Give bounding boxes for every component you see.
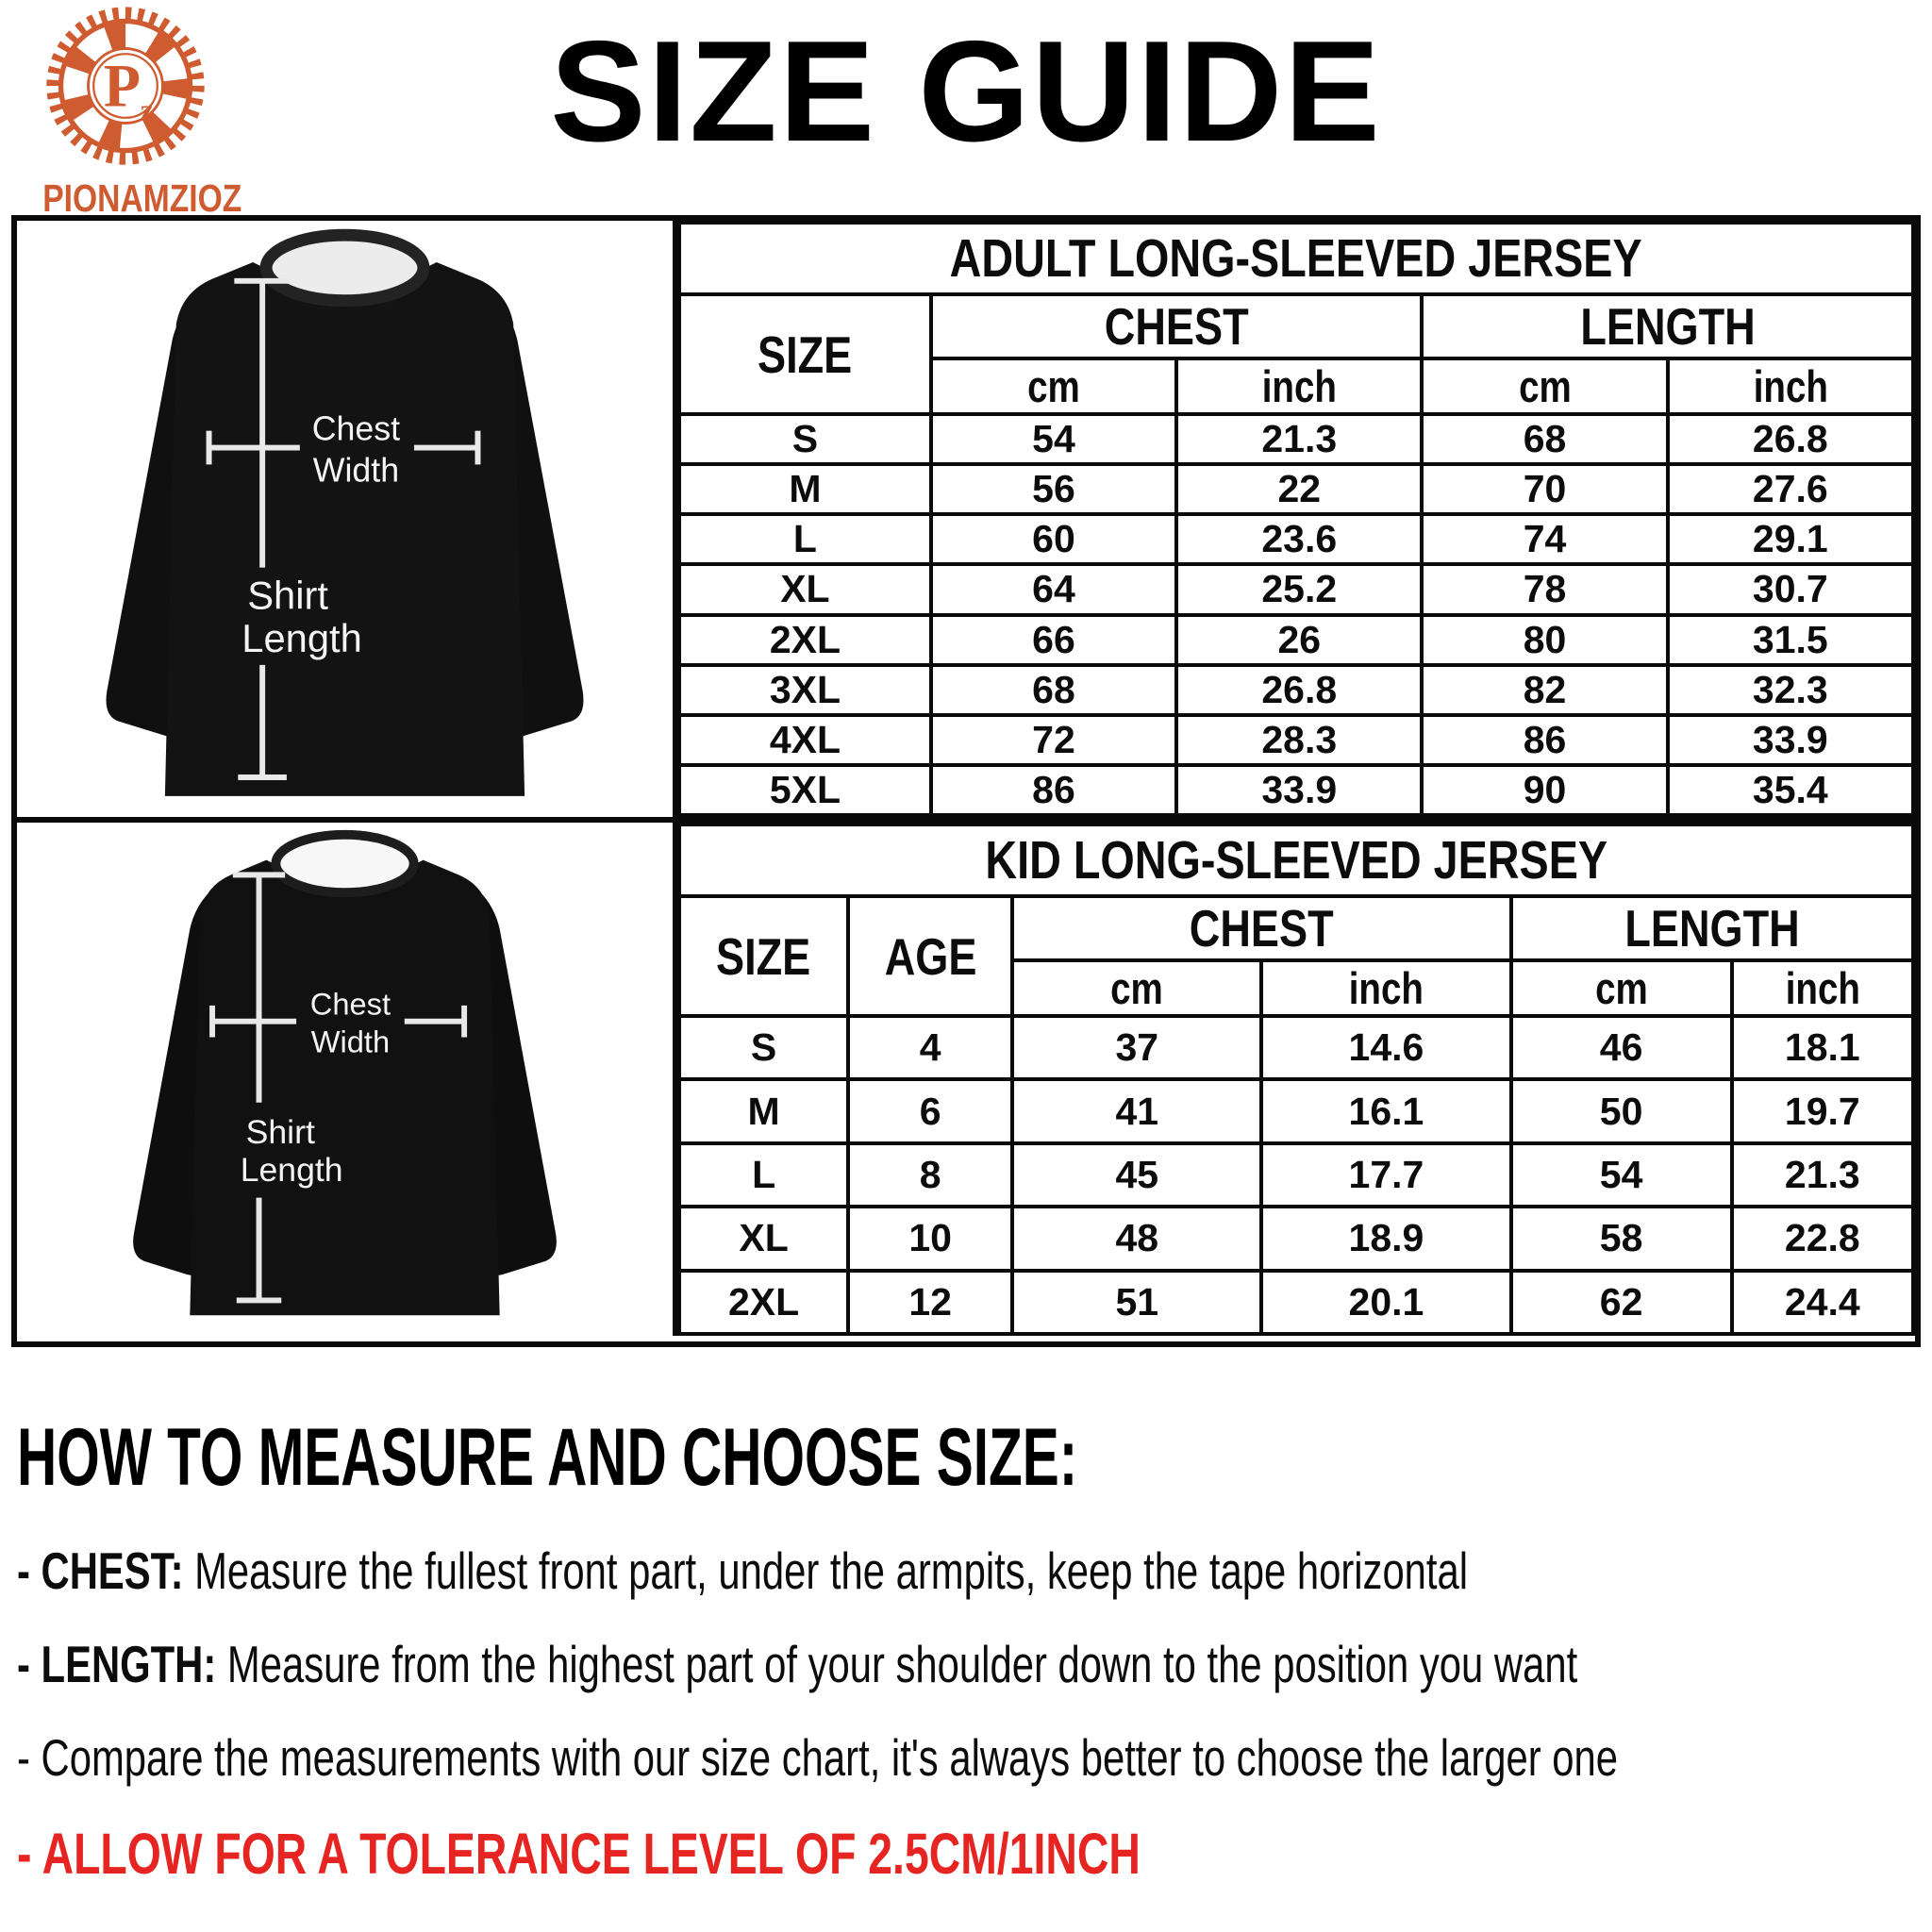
unit-header: cm bbox=[1012, 960, 1261, 1016]
value-cell: 86 bbox=[931, 765, 1176, 815]
value-cell: 51 bbox=[1012, 1271, 1261, 1334]
howto-heading: HOW TO MEASURE AND CHOOSE SIZE: bbox=[17, 1412, 1078, 1503]
value-cell: 30.7 bbox=[1668, 564, 1913, 614]
length-column-header: LENGTH bbox=[1511, 896, 1913, 960]
value-cell: 70 bbox=[1422, 464, 1667, 514]
age-cell: 6 bbox=[848, 1079, 1012, 1142]
size-cell: 2XL bbox=[679, 615, 931, 665]
size-cell: M bbox=[679, 464, 931, 514]
size-cell: S bbox=[679, 1016, 848, 1079]
value-cell: 16.1 bbox=[1261, 1079, 1510, 1142]
value-cell: 33.9 bbox=[1176, 765, 1422, 815]
adult-shirt-image bbox=[17, 221, 677, 817]
table-row bbox=[679, 464, 1913, 514]
value-cell: 56 bbox=[931, 464, 1176, 514]
value-cell: 54 bbox=[931, 414, 1176, 464]
size-cell: XL bbox=[679, 564, 931, 614]
value-cell: 78 bbox=[1422, 564, 1667, 614]
value-cell: 26.8 bbox=[1176, 665, 1422, 715]
value-cell: 18.9 bbox=[1261, 1207, 1510, 1270]
value-cell: 82 bbox=[1422, 665, 1667, 715]
value-cell: 27.6 bbox=[1668, 464, 1913, 514]
value-cell: 32.3 bbox=[1668, 665, 1913, 715]
kid-table-title: KID LONG-SLEEVED JERSEY bbox=[679, 824, 1913, 896]
table-row bbox=[679, 1271, 1913, 1334]
age-cell: 12 bbox=[848, 1271, 1012, 1334]
table-row bbox=[679, 665, 1913, 715]
value-cell: 31.5 bbox=[1668, 615, 1913, 665]
size-cell: S bbox=[679, 414, 931, 464]
value-cell: 19.7 bbox=[1732, 1079, 1913, 1142]
value-cell: 21.3 bbox=[1176, 414, 1422, 464]
unit-header: cm bbox=[931, 358, 1176, 414]
value-cell: 35.4 bbox=[1668, 765, 1913, 815]
value-cell: 66 bbox=[931, 615, 1176, 665]
howto-item-length: - LENGTH: Measure from the highest part of your shoulder down to the position you want bbox=[17, 1635, 1578, 1693]
table-row bbox=[679, 1016, 1913, 1079]
size-cell: XL bbox=[679, 1207, 848, 1270]
table-row bbox=[679, 715, 1913, 765]
value-cell: 50 bbox=[1511, 1079, 1732, 1142]
table-row bbox=[679, 615, 1913, 665]
unit-header: cm bbox=[1422, 358, 1667, 414]
howto-item-tolerance: - ALLOW FOR A TOLERANCE LEVEL OF 2.5CM/1INCH bbox=[17, 1822, 1141, 1886]
value-cell: 80 bbox=[1422, 615, 1667, 665]
value-cell: 22 bbox=[1176, 464, 1422, 514]
chest-width-label-2: Width bbox=[312, 451, 400, 490]
value-cell: 18.1 bbox=[1732, 1016, 1913, 1079]
size-chart-box bbox=[11, 215, 1921, 1347]
value-cell: 54 bbox=[1511, 1143, 1732, 1207]
howto-item-chest: - CHEST: Measure the fullest front part, under the armpits, keep the tape horizontal bbox=[17, 1541, 1469, 1600]
value-cell: 60 bbox=[931, 514, 1176, 564]
value-cell: 21.3 bbox=[1732, 1143, 1913, 1207]
value-cell: 86 bbox=[1422, 715, 1667, 765]
value-cell: 29.1 bbox=[1668, 514, 1913, 564]
value-cell: 17.7 bbox=[1261, 1143, 1510, 1207]
unit-header: inch bbox=[1176, 358, 1422, 414]
shirt-length-label-2: Length bbox=[242, 615, 362, 660]
shirt-length-label-1: Shirt bbox=[245, 1113, 315, 1152]
age-cell: 10 bbox=[848, 1207, 1012, 1270]
table-row bbox=[679, 765, 1913, 815]
logo-monogram-sub: z bbox=[141, 93, 154, 126]
value-cell: 62 bbox=[1511, 1271, 1732, 1334]
kid-size-table bbox=[677, 823, 1915, 1336]
age-cell: 8 bbox=[848, 1143, 1012, 1207]
chest-column-header: CHEST bbox=[1012, 896, 1510, 960]
value-cell: 90 bbox=[1422, 765, 1667, 815]
value-cell: 64 bbox=[931, 564, 1176, 614]
table-row bbox=[679, 1143, 1913, 1207]
kid-table-area bbox=[677, 823, 1915, 1336]
table-row bbox=[679, 564, 1913, 614]
table-row bbox=[679, 1079, 1913, 1142]
value-cell: 23.6 bbox=[1176, 514, 1422, 564]
length-column-header: LENGTH bbox=[1422, 294, 1913, 358]
adult-size-table bbox=[677, 221, 1915, 817]
chest-width-label-1: Chest bbox=[311, 409, 401, 448]
kid-jersey-illustration bbox=[17, 823, 673, 1336]
unit-header: cm bbox=[1511, 960, 1732, 1016]
value-cell: 45 bbox=[1012, 1143, 1261, 1207]
shirt-length-label-2: Length bbox=[240, 1150, 343, 1189]
adult-table-title: ADULT LONG-SLEEVED JERSEY bbox=[679, 223, 1913, 294]
size-cell: M bbox=[679, 1079, 848, 1142]
size-cell: L bbox=[679, 1143, 848, 1207]
value-cell: 14.6 bbox=[1261, 1016, 1510, 1079]
value-cell: 74 bbox=[1422, 514, 1667, 564]
value-cell: 68 bbox=[1422, 414, 1667, 464]
value-cell: 28.3 bbox=[1176, 715, 1422, 765]
unit-header: inch bbox=[1261, 960, 1510, 1016]
value-cell: 37 bbox=[1012, 1016, 1261, 1079]
value-cell: 48 bbox=[1012, 1207, 1261, 1270]
adult-table-area bbox=[677, 221, 1915, 817]
adult-jersey-illustration bbox=[17, 221, 673, 817]
size-cell: 2XL bbox=[679, 1271, 848, 1334]
table-row bbox=[679, 1207, 1913, 1270]
value-cell: 41 bbox=[1012, 1079, 1261, 1142]
size-cell: 5XL bbox=[679, 765, 931, 815]
size-cell: 4XL bbox=[679, 715, 931, 765]
size-column-header: SIZE bbox=[679, 896, 848, 1016]
value-cell: 46 bbox=[1511, 1016, 1732, 1079]
age-column-header: AGE bbox=[848, 896, 1012, 1016]
value-cell: 68 bbox=[931, 665, 1176, 715]
logo-monogram: P bbox=[103, 52, 142, 120]
unit-header: inch bbox=[1668, 358, 1913, 414]
value-cell: 25.2 bbox=[1176, 564, 1422, 614]
value-cell: 26.8 bbox=[1668, 414, 1913, 464]
value-cell: 72 bbox=[931, 715, 1176, 765]
size-column-header: SIZE bbox=[679, 294, 931, 414]
chest-width-label-1: Chest bbox=[309, 986, 391, 1022]
howto-section bbox=[17, 1411, 1917, 1920]
brand-name: PIONAMZIOZ bbox=[42, 176, 242, 220]
chest-width-label-2: Width bbox=[310, 1024, 391, 1059]
value-cell: 26 bbox=[1176, 615, 1422, 665]
table-row bbox=[679, 414, 1913, 464]
size-cell: 3XL bbox=[679, 665, 931, 715]
value-cell: 20.1 bbox=[1261, 1271, 1510, 1334]
age-cell: 4 bbox=[848, 1016, 1012, 1079]
kid-section bbox=[17, 817, 1915, 1336]
value-cell: 24.4 bbox=[1732, 1271, 1913, 1334]
page-title: SIZE GUIDE bbox=[550, 11, 1382, 172]
shirt-length-label-1: Shirt bbox=[247, 573, 328, 618]
value-cell: 58 bbox=[1511, 1207, 1732, 1270]
table-row bbox=[679, 514, 1913, 564]
adult-section bbox=[17, 221, 1915, 817]
value-cell: 22.8 bbox=[1732, 1207, 1913, 1270]
chest-column-header: CHEST bbox=[931, 294, 1423, 358]
value-cell: 33.9 bbox=[1668, 715, 1913, 765]
size-cell: L bbox=[679, 514, 931, 564]
unit-header: inch bbox=[1732, 960, 1913, 1016]
howto-item-compare: - Compare the measurements with our size chart, it's always better to choose the larger one bbox=[17, 1728, 1619, 1787]
kid-shirt-image bbox=[17, 823, 677, 1336]
